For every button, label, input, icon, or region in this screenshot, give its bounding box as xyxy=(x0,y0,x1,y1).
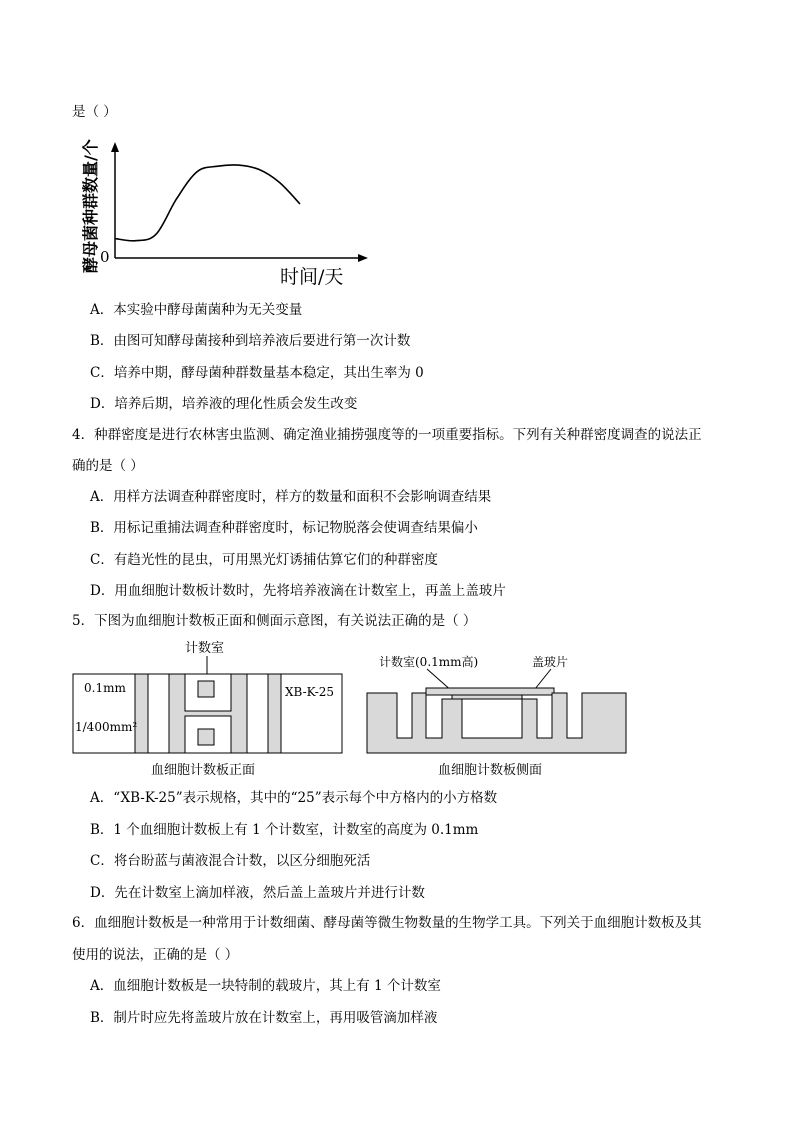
q4-option-d: D．用血细胞计数板计数时，先将培养液滴在计数室上，再盖上盖玻片 xyxy=(90,583,506,599)
slide-body xyxy=(367,693,626,753)
growth-curve-chart xyxy=(78,138,378,290)
cover-slip xyxy=(426,688,554,695)
q5-stem: 5．下图为血细胞计数板正面和侧面示意图，有关说法正确的是（ ） xyxy=(72,613,477,629)
chamber-top xyxy=(198,681,214,697)
chamber-bottom xyxy=(198,729,214,745)
q3-option-b: B．由图可知酵母菌接种到培养液后要进行第一次计数 xyxy=(90,333,411,349)
q3-stem-tail: 是（ ） xyxy=(72,104,117,120)
q6-stem-line-2: 使用的说法，正确的是（ ） xyxy=(72,947,239,963)
q6-option-a: A．血细胞计数板是一块特制的载玻片，其上有 1 个计数室 xyxy=(90,978,441,994)
y-axis-arrow xyxy=(111,142,119,152)
q5-option-c: C．将台盼蓝与菌液混合计数，以区分细胞死活 xyxy=(90,853,371,869)
q6-stem-line-1: 6．血细胞计数板是一种常用于计数细菌、酵母菌等微生物数量的生物学工具。下列关于血细胞计数板及其 xyxy=(72,915,702,931)
left-bar xyxy=(135,674,148,753)
side-caption: 血细胞计数板侧面 xyxy=(438,763,543,778)
right-bar xyxy=(268,674,281,753)
q5-option-a: A．“XB-K-25”表示规格，其中的“25”表示每个中方格内的小方格数 xyxy=(90,790,498,806)
front-label-model: XB-K-25 xyxy=(285,685,335,699)
q3-option-d: D．培养后期，培养液的理化性质会发生改变 xyxy=(90,396,358,412)
side-label-cover: 盖玻片 xyxy=(532,655,569,669)
q4-option-b: B．用标记重捕法调查种群密度时，标记物脱落会使调查结果偏小 xyxy=(90,520,478,536)
hemocytometer-front-figure xyxy=(72,636,344,782)
series-line xyxy=(115,165,300,241)
q6-option-b: B．制片时应先将盖玻片放在计数室上，再用吸管滴加样液 xyxy=(90,1010,438,1026)
y-axis-label: 酵母菌种群数量/个 xyxy=(81,139,100,273)
q4-stem-line-2: 确的是（ ） xyxy=(72,458,144,474)
hemocytometer-side-figure xyxy=(362,652,634,782)
origin-label: 0 xyxy=(100,248,110,266)
q5-option-b: B．1 个血细胞计数板上有 1 个计数室，计数室的高度为 0.1mm xyxy=(90,822,479,838)
q3-option-c: C．培养中期，酵母菌种群数量基本稳定，其出生率为 0 xyxy=(90,365,424,381)
x-axis-arrow xyxy=(358,254,368,262)
q4-option-c: C．有趋光性的昆虫，可用黑光灯诱捕估算它们的种群密度 xyxy=(90,552,438,568)
chamber-platform xyxy=(452,695,522,699)
q3-option-a: A．本实验中酵母菌菌种为无关变量 xyxy=(90,302,303,318)
front-caption: 血细胞计数板正面 xyxy=(151,763,256,778)
side-label-chamber: 计数室(0.1mm高) xyxy=(379,655,479,669)
q4-option-a: A．用样方法调查种群密度时，样方的数量和面积不会影响调查结果 xyxy=(90,489,492,505)
q5-option-d: D．先在计数室上滴加样液，然后盖上盖玻片并进行计数 xyxy=(90,885,425,901)
front-label-depth: 0.1mm xyxy=(84,681,126,695)
front-top-label: 计数室 xyxy=(185,641,225,656)
x-axis-label: 时间/天 xyxy=(280,266,344,288)
front-label-area: 1/400mm² xyxy=(75,720,138,734)
q4-stem-line-1: 4．种群密度是进行农林害虫监测、确定渔业捕捞强度等的一项重要指标。下列有关种群密度调查的说法正 xyxy=(72,427,702,443)
